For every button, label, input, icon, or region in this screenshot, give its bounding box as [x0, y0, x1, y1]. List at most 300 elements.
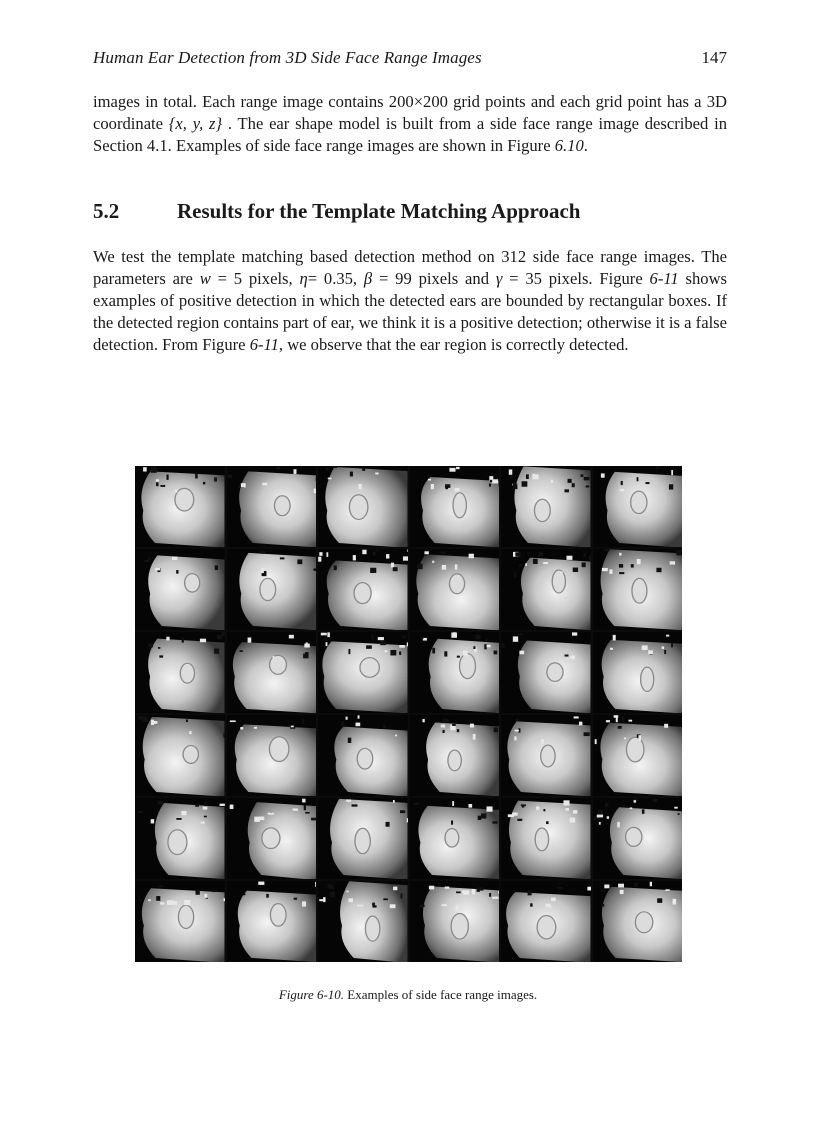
hair-noise: [356, 723, 361, 727]
face-region: [521, 558, 591, 630]
hair-noise: [589, 555, 590, 560]
range-image-tile: [318, 466, 408, 547]
range-image-tile: [135, 715, 225, 796]
face-region: [155, 803, 225, 879]
hair-noise: [156, 479, 159, 481]
hair-noise: [657, 898, 662, 903]
hair-noise: [358, 715, 360, 718]
hair-noise: [570, 818, 575, 823]
hair-noise: [664, 650, 666, 654]
hair-noise: [330, 892, 335, 898]
hair-noise: [148, 899, 151, 901]
range-image-tile: [501, 549, 591, 630]
hair-noise: [383, 725, 386, 728]
hair-noise: [441, 565, 445, 570]
hair-noise: [519, 651, 524, 655]
hair-noise: [565, 655, 569, 657]
hair-noise: [493, 727, 497, 732]
hair-noise: [462, 651, 467, 656]
hair-noise: [375, 473, 378, 475]
hair-noise: [566, 556, 572, 560]
range-image-tile: [410, 715, 500, 796]
hair-noise: [515, 719, 518, 722]
hair-noise: [645, 482, 649, 484]
hair-noise: [204, 894, 207, 898]
hair-noise: [636, 559, 640, 564]
hair-noise: [293, 469, 296, 474]
hair-noise: [491, 479, 497, 483]
hair-noise: [471, 889, 474, 894]
hair-noise: [154, 721, 158, 724]
hair-noise: [664, 724, 668, 728]
figure-caption: [0, 987, 816, 1003]
hair-noise: [629, 807, 632, 809]
ear-region: [360, 658, 379, 678]
range-image-tile: [410, 632, 500, 713]
face-region: [239, 553, 316, 630]
hair-noise: [204, 816, 207, 818]
hair-noise: [619, 572, 624, 574]
hair-noise: [609, 569, 612, 573]
hair-noise: [604, 884, 609, 888]
ear-region: [168, 830, 187, 855]
range-image-tile: [593, 798, 683, 879]
hair-noise: [158, 801, 163, 805]
hair-noise: [572, 483, 575, 487]
hair-noise: [490, 480, 492, 482]
range-image-tile: [593, 632, 683, 713]
ear-region: [183, 745, 198, 763]
text-run: = 99 pixels and: [372, 269, 496, 288]
range-image-figure: [135, 466, 682, 962]
hair-noise: [276, 467, 279, 470]
ear-region: [349, 495, 367, 520]
symbol-beta: β: [363, 269, 373, 288]
hair-noise: [195, 473, 198, 479]
hair-noise: [293, 898, 296, 900]
ear-region: [541, 745, 555, 767]
hair-noise: [261, 551, 265, 554]
hair-noise: [167, 900, 173, 905]
hair-noise: [304, 644, 309, 648]
hair-noise: [570, 656, 575, 660]
hair-noise: [477, 816, 481, 820]
hair-noise: [303, 654, 308, 659]
section-title: Results for the Template Matching Approach: [177, 199, 581, 223]
ear-region: [534, 499, 550, 521]
hair-noise: [346, 717, 348, 720]
face-region: [600, 723, 682, 796]
hair-noise: [472, 734, 475, 740]
hair-noise: [475, 635, 480, 640]
hair-noise: [486, 806, 492, 811]
hair-noise: [449, 468, 455, 472]
hair-noise: [551, 480, 553, 483]
hair-noise: [532, 474, 538, 479]
hair-noise: [492, 897, 498, 899]
hair-noise: [517, 633, 523, 635]
hair-noise: [510, 476, 513, 479]
hair-noise: [326, 552, 328, 557]
hair-noise: [399, 645, 405, 648]
hair-noise: [305, 812, 309, 814]
hair-noise: [623, 738, 625, 740]
hair-noise: [315, 477, 316, 481]
hair-noise: [526, 474, 529, 479]
hair-noise: [214, 649, 219, 654]
hair-noise: [521, 804, 526, 806]
text-run: images in total. Each range image contains 200×200 grid points and each grid point has a 3D coordinate: [93, 92, 727, 133]
hair-noise: [641, 809, 644, 814]
paragraph-dataset-description: [93, 91, 727, 157]
hair-noise: [453, 632, 456, 637]
hair-noise: [546, 904, 550, 908]
hair-noise: [492, 821, 497, 823]
range-image-tile: [135, 881, 225, 962]
hair-noise: [242, 893, 245, 895]
ear-region: [259, 578, 275, 600]
hair-noise: [393, 567, 398, 571]
running-header: [93, 46, 727, 72]
hair-noise: [452, 724, 456, 726]
hair-noise: [619, 890, 623, 894]
hair-noise: [422, 719, 424, 722]
hair-noise: [601, 904, 604, 906]
hair-noise: [402, 636, 405, 638]
range-image-tile: [501, 632, 591, 713]
ear-region: [178, 905, 193, 928]
hair-noise: [407, 642, 408, 646]
face-region: [232, 642, 316, 713]
hair-noise: [201, 822, 205, 824]
hair-noise: [677, 813, 679, 815]
hair-noise: [615, 717, 617, 722]
text-run: shows examples of positive detection in which the detected ears are bounded by rectangular boxes. If the detected region contains part of ear, we think it is a positive detection; otherwise it is a false detection. From Figure: [93, 269, 728, 354]
hair-noise: [175, 489, 178, 492]
hair-noise: [573, 810, 577, 814]
hair-noise: [223, 733, 224, 737]
hair-noise: [604, 549, 609, 551]
symbol-gamma: γ: [495, 269, 503, 288]
hair-noise: [442, 719, 448, 723]
ear-region: [537, 916, 556, 939]
hair-noise: [380, 641, 386, 646]
symbol-w: w: [199, 269, 211, 288]
hair-noise: [573, 568, 578, 572]
ear-region: [535, 828, 548, 851]
face-region: [148, 555, 224, 630]
hair-noise: [239, 650, 242, 652]
hair-noise: [452, 801, 454, 806]
hair-noise: [582, 562, 586, 567]
hair-noise: [353, 555, 356, 560]
hair-noise: [473, 646, 475, 649]
hair-noise: [583, 553, 586, 557]
range-image-tile: [593, 715, 683, 796]
hair-noise: [189, 731, 191, 734]
hair-noise: [574, 716, 579, 718]
hair-noise: [366, 645, 372, 649]
hair-noise: [224, 898, 225, 901]
hair-noise: [186, 720, 188, 722]
hair-noise: [456, 467, 460, 469]
hair-noise: [600, 473, 604, 477]
face-region: [514, 466, 590, 547]
hair-noise: [348, 649, 350, 654]
hair-noise: [517, 819, 522, 821]
hair-noise: [377, 549, 379, 551]
paragraph-template-matching-results: [93, 246, 727, 356]
range-image-tile: [227, 715, 317, 796]
hair-noise: [313, 489, 316, 494]
hair-noise: [628, 720, 632, 722]
hair-noise: [601, 568, 607, 571]
ear-region: [185, 574, 200, 592]
range-image-tile: [410, 881, 500, 962]
face-region: [609, 807, 682, 879]
hair-noise: [594, 739, 596, 744]
hair-noise: [484, 644, 486, 649]
hair-noise: [221, 632, 224, 636]
hair-noise: [565, 808, 569, 811]
hair-noise: [652, 799, 657, 802]
hair-noise: [391, 563, 394, 568]
hair-noise: [315, 882, 316, 887]
hair-noise: [417, 564, 423, 569]
hair-noise: [498, 891, 499, 893]
hair-noise: [229, 720, 235, 722]
hair-noise: [636, 477, 638, 481]
hair-noise: [214, 477, 217, 481]
ear-region: [635, 912, 652, 933]
hair-noise: [311, 818, 316, 821]
range-image-tile: [227, 632, 317, 713]
hair-noise: [581, 474, 584, 477]
hair-noise: [148, 644, 153, 648]
hair-noise: [247, 637, 251, 642]
ear-region: [269, 737, 288, 762]
ear-region: [365, 916, 379, 941]
hair-noise: [372, 905, 376, 907]
hair-noise: [378, 637, 384, 640]
hair-noise: [203, 482, 205, 485]
hair-noise: [159, 886, 163, 888]
hair-noise: [456, 891, 461, 893]
hair-noise: [463, 890, 469, 894]
hair-noise: [622, 716, 624, 721]
hair-noise: [419, 905, 424, 907]
range-image-tile: [135, 549, 225, 630]
hair-noise: [587, 887, 590, 891]
figure-caption-label: Figure 6-10.: [278, 987, 345, 1002]
hair-noise: [620, 481, 622, 485]
hair-noise: [262, 483, 267, 486]
hair-noise: [333, 466, 338, 468]
hair-noise: [240, 727, 243, 729]
hair-noise: [543, 809, 545, 811]
ear-region: [459, 654, 475, 679]
hair-noise: [432, 561, 434, 563]
hair-noise: [334, 565, 337, 570]
hair-noise: [579, 722, 582, 726]
hair-noise: [370, 568, 376, 573]
range-image-tile: [227, 881, 317, 962]
text-run: .: [583, 136, 588, 155]
hair-noise: [661, 646, 663, 649]
hair-noise: [302, 901, 306, 906]
hair-noise: [195, 890, 199, 895]
hair-noise: [357, 905, 363, 907]
hair-noise: [551, 898, 556, 901]
hair-noise: [564, 489, 569, 492]
hair-noise: [456, 656, 459, 658]
hair-noise: [619, 553, 621, 556]
hair-noise: [261, 568, 264, 573]
hair-noise: [176, 570, 178, 574]
hair-noise: [633, 800, 636, 802]
hair-noise: [572, 632, 577, 635]
hair-noise: [454, 564, 456, 569]
hair-noise: [621, 805, 625, 807]
ear-region: [449, 574, 464, 594]
hair-noise: [546, 821, 548, 824]
hair-noise: [501, 644, 504, 648]
hair-noise: [227, 475, 231, 478]
hair-noise: [156, 896, 160, 901]
hair-noise: [413, 803, 419, 805]
ear-region: [630, 491, 646, 513]
text-run: = 35 pixels. Figure: [502, 269, 650, 288]
hair-noise: [454, 488, 459, 491]
range-image-tile: [318, 715, 408, 796]
hair-noise: [596, 815, 602, 818]
hair-noise: [204, 802, 207, 807]
hair-noise: [515, 730, 519, 732]
hair-noise: [665, 889, 669, 891]
hair-noise: [324, 637, 326, 641]
hair-noise: [215, 565, 218, 570]
hair-noise: [420, 637, 423, 639]
hair-noise: [528, 891, 532, 896]
ear-region: [451, 913, 468, 939]
hair-noise: [455, 905, 458, 910]
hair-noise: [543, 562, 548, 564]
running-title: Human Ear Detection from 3D Side Face Range Images: [93, 48, 482, 67]
hair-noise: [498, 482, 499, 486]
hair-noise: [297, 559, 302, 564]
hair-noise: [597, 810, 602, 815]
hair-noise: [346, 891, 348, 893]
figure-caption-text: Examples of side face range images.: [344, 987, 538, 1002]
hair-noise: [166, 475, 168, 480]
section-number: 5.2: [93, 199, 120, 223]
hair-noise: [541, 739, 543, 743]
hair-noise: [254, 817, 260, 822]
hair-noise: [488, 484, 490, 487]
hair-noise: [160, 485, 165, 487]
hair-noise: [325, 468, 328, 471]
hair-noise: [512, 813, 517, 816]
ear-region: [640, 667, 653, 691]
hair-noise: [671, 642, 673, 647]
hair-noise: [321, 633, 327, 636]
hair-noise: [399, 651, 401, 655]
hair-noise: [513, 636, 518, 641]
hair-noise: [386, 554, 389, 558]
hair-noise: [139, 899, 142, 901]
text-run: = 0.35,: [307, 269, 364, 288]
hair-noise: [156, 482, 158, 486]
text-run: , we observe that the ear region is correctly detected.: [278, 335, 629, 354]
hair-noise: [352, 804, 358, 806]
hair-noise: [212, 890, 217, 892]
hair-noise: [428, 886, 433, 890]
hair-noise: [400, 810, 405, 813]
hair-noise: [598, 822, 600, 825]
ear-region: [175, 488, 194, 511]
hair-noise: [432, 648, 435, 654]
hair-noise: [536, 806, 539, 809]
hair-noise: [515, 552, 520, 556]
hair-noise: [313, 568, 316, 571]
hair-noise: [424, 551, 428, 554]
hair-noise: [514, 573, 516, 578]
hair-noise: [200, 639, 206, 643]
ear-region: [453, 493, 466, 518]
hair-noise: [358, 484, 361, 489]
hair-noise: [666, 635, 669, 637]
page-number: 147: [701, 48, 727, 67]
range-image-tile: [501, 466, 591, 547]
hair-noise: [407, 818, 408, 822]
ear-region: [357, 748, 373, 769]
hair-noise: [451, 821, 453, 825]
hair-noise: [440, 725, 444, 728]
hair-noise: [584, 477, 590, 480]
hair-noise: [401, 894, 403, 899]
hair-noise: [444, 651, 447, 656]
hair-noise: [143, 467, 147, 471]
hair-noise: [373, 552, 376, 556]
face-region: [247, 802, 316, 879]
hair-noise: [172, 901, 177, 905]
range-image-tile: [501, 715, 591, 796]
hair-noise: [290, 726, 293, 728]
coordinate-notation: {x, y, z}: [168, 114, 223, 133]
range-image-tile: [501, 798, 591, 879]
hair-noise: [395, 735, 397, 737]
range-image-tile: [318, 881, 408, 962]
ear-region: [261, 828, 279, 849]
hair-noise: [519, 564, 521, 567]
ear-region: [552, 570, 565, 593]
ear-region: [447, 750, 460, 771]
symbol-eta: η: [299, 269, 308, 288]
hair-noise: [329, 885, 334, 889]
ear-region: [180, 663, 194, 683]
hair-noise: [656, 466, 659, 468]
hair-noise: [350, 472, 353, 477]
hair-noise: [618, 884, 624, 888]
hair-noise: [176, 818, 181, 820]
hair-noise: [674, 807, 677, 809]
hair-noise: [166, 637, 169, 641]
hair-noise: [618, 564, 622, 568]
hair-noise: [539, 552, 543, 556]
hair-noise: [489, 893, 491, 897]
hair-noise: [393, 887, 397, 891]
hair-noise: [318, 557, 321, 562]
